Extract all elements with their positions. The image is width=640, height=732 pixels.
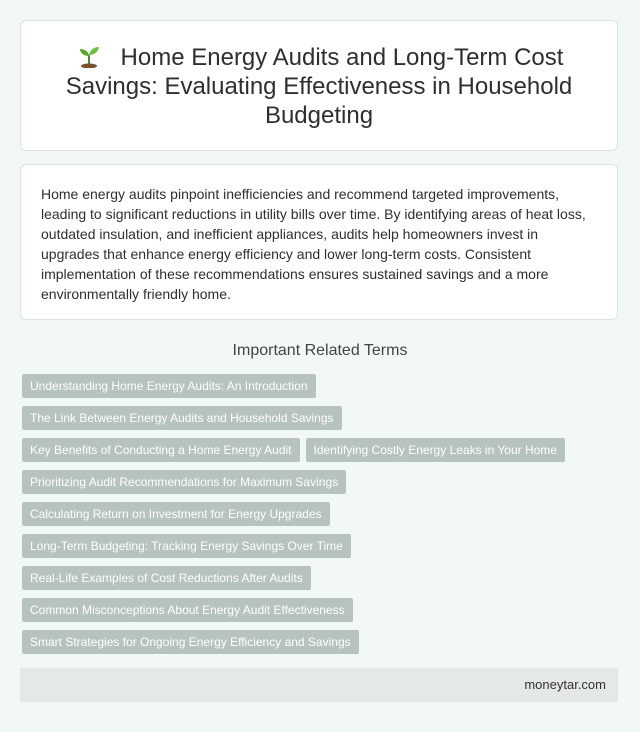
related-term-tag[interactable]: Smart Strategies for Ongoing Energy Efficiency and Savings	[22, 630, 359, 654]
summary-text: Home energy audits pinpoint inefficiencies and recommend targeted improvements, leading to significant reductions in utility bills over time. By identifying areas of heat loss, outdated insulation, and inefficient appliances, audits help homeowners invest in upgrades that enhance energy efficiency and lower long-term costs. Consistent implementation of these recommendations ensures sustained savings and a more environmentally friendly home.	[41, 186, 586, 302]
summary-card	[20, 164, 618, 320]
footer	[20, 668, 618, 702]
footer-site-link[interactable]: moneytar.com	[524, 677, 606, 692]
page-title-text: Home Energy Audits and Long-Term Cost Savings: Evaluating Effectiveness in Household Budgeting	[65, 44, 573, 129]
related-term-tag[interactable]: Understanding Home Energy Audits: An Introduction	[22, 374, 316, 398]
related-term-tag[interactable]: Calculating Return on Investment for Energy Upgrades	[22, 502, 330, 526]
page-title	[21, 21, 617, 130]
sprout-icon	[75, 44, 103, 68]
related-term-tag[interactable]: Real-Life Examples of Cost Reductions After Audits	[22, 566, 311, 590]
related-term-tag[interactable]: Prioritizing Audit Recommendations for Maximum Savings	[22, 470, 346, 494]
title-card	[20, 20, 618, 151]
related-term-tag[interactable]: Key Benefits of Conducting a Home Energy Audit	[22, 438, 300, 462]
related-terms-heading: Important Related Terms	[232, 342, 408, 359]
related-term-tag[interactable]: The Link Between Energy Audits and Household Savings	[22, 406, 342, 430]
related-term-tag[interactable]: Common Misconceptions About Energy Audit Effectiveness	[22, 598, 353, 622]
related-term-tag[interactable]: Long-Term Budgeting: Tracking Energy Savings Over Time	[22, 534, 351, 558]
related-term-tag[interactable]: Identifying Costly Energy Leaks in Your Home	[306, 438, 565, 462]
related-terms-list	[22, 374, 618, 654]
